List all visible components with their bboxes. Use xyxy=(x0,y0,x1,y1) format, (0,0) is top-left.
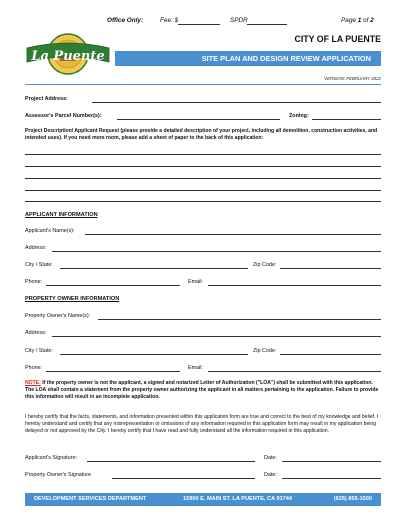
applicant-signature-field[interactable] xyxy=(87,461,255,462)
applicant-email-field[interactable] xyxy=(208,285,381,286)
owner-phone-label: Phone: xyxy=(25,365,43,371)
form-title: SITE PLAN AND DESIGN REVIEW APPLICATION xyxy=(201,54,371,63)
note-prefix: NOTE: xyxy=(25,380,41,386)
description-line[interactable] xyxy=(25,190,381,191)
title-banner xyxy=(115,51,381,66)
footer-address: 15900 E. MAIN ST. LA PUENTE, CA 91744 xyxy=(183,496,293,502)
office-only-label: Office Only: xyxy=(107,17,144,24)
owner-address-label: Address: xyxy=(25,330,47,336)
owner-date-field[interactable] xyxy=(282,478,381,479)
fee-field[interactable] xyxy=(178,24,220,25)
applicant-address-label: Address: xyxy=(25,245,47,251)
owner-signature-field[interactable] xyxy=(112,478,255,479)
zoning-field[interactable] xyxy=(312,119,381,120)
applicant-name-field[interactable] xyxy=(85,234,381,235)
owner-email-field[interactable] xyxy=(208,371,381,372)
owner-phone-field[interactable] xyxy=(46,371,180,372)
description-line[interactable] xyxy=(25,166,381,167)
version-label: VERSION: FEBRUARY 2022 xyxy=(324,76,381,81)
page-number: 1 xyxy=(357,17,362,24)
owner-address-field[interactable] xyxy=(52,336,381,337)
city-logo xyxy=(25,30,111,78)
page-prefix: Page xyxy=(341,17,358,24)
applicant-city-state-field[interactable] xyxy=(60,268,248,269)
spdr-label: SPDR xyxy=(230,17,248,24)
certification-statement: I hereby certify that the facts, statements, and information presented within this application form are true and correct to the best of my knowledge and belief. I hereby understand and certify that any misrepresentation or omissions of any information required in this application form may result in my application being delayed or not approved by the City. I hereby certify that I have read and fully understand all the information required in this application. xyxy=(25,414,379,435)
applicant-zip-field[interactable] xyxy=(280,268,381,269)
applicant-address-field[interactable] xyxy=(52,251,381,252)
apn-label: Assessor's Parcel Number(s): xyxy=(25,113,102,119)
applicant-phone-field[interactable] xyxy=(46,285,180,286)
applicant-date-field[interactable] xyxy=(282,461,381,462)
owner-zip-label: Zip Code: xyxy=(253,348,277,354)
footer-department: DEVELOPMENT SERVICES DEPARTMENT xyxy=(34,496,147,502)
owner-signature-label: Property Owner's Signature xyxy=(25,472,92,478)
footer-phone: (626) 855-1500 xyxy=(333,496,372,502)
owner-date-label: Date: xyxy=(264,472,277,478)
zoning-label: Zoning: xyxy=(289,113,309,119)
applicant-section-heading: APPLICANT INFORMATION xyxy=(25,212,98,218)
apn-field[interactable] xyxy=(117,119,280,120)
applicant-name-label: Applicant's Name(s): xyxy=(25,228,75,234)
applicant-city-state-label: City / State: xyxy=(25,262,53,268)
owner-zip-field[interactable] xyxy=(280,354,381,355)
page-indicator xyxy=(341,17,374,24)
applicant-phone-label: Phone: xyxy=(25,279,43,285)
applicant-signature-label: Applicant's Signature: xyxy=(25,455,77,461)
owner-name-field[interactable] xyxy=(98,319,381,320)
project-description-label: Project Description/ Applicant Request (please provide a detailed description of your project, including all demolition, construction activities, and intended uses). If you need more room, please add a sheet of paper to the back of this application: xyxy=(25,128,378,142)
footer-bar xyxy=(25,493,381,506)
description-line[interactable] xyxy=(25,154,381,155)
fee-label: Fee: $ xyxy=(160,17,179,24)
loa-note xyxy=(25,380,381,401)
header-divider xyxy=(25,84,381,85)
project-address-field[interactable] xyxy=(92,102,381,103)
applicant-email-label: Email: xyxy=(188,279,203,285)
owner-email-label: Email: xyxy=(188,365,203,371)
page-total: 2 xyxy=(370,17,374,24)
owner-section-heading: PROPERTY OWNER INFORMATION xyxy=(25,296,120,302)
city-name: CITY OF LA PUENTE xyxy=(294,34,381,44)
applicant-date-label: Date: xyxy=(264,455,277,461)
owner-city-state-field[interactable] xyxy=(60,354,248,355)
page-of: of xyxy=(361,17,371,24)
owner-city-state-label: City / State: xyxy=(25,348,53,354)
note-text: If the property owner is not the applicant, a signed and notarized Letter of Authorization ("LOA") shall be submitted with this application. The LOA shall contain a statement from the property owner authorizing the applicant in all matters pertaining to the application. Failure to provide this information will result in an incomplete application. xyxy=(25,380,379,401)
logo-text: La Puente xyxy=(31,49,105,64)
description-line[interactable] xyxy=(25,201,381,202)
project-address-label: Project Address: xyxy=(25,96,68,102)
applicant-zip-label: Zip Code: xyxy=(253,262,277,268)
spdr-field[interactable] xyxy=(247,24,287,25)
description-line[interactable] xyxy=(25,178,381,179)
owner-name-label: Property Owner's Name(s): xyxy=(25,313,91,319)
